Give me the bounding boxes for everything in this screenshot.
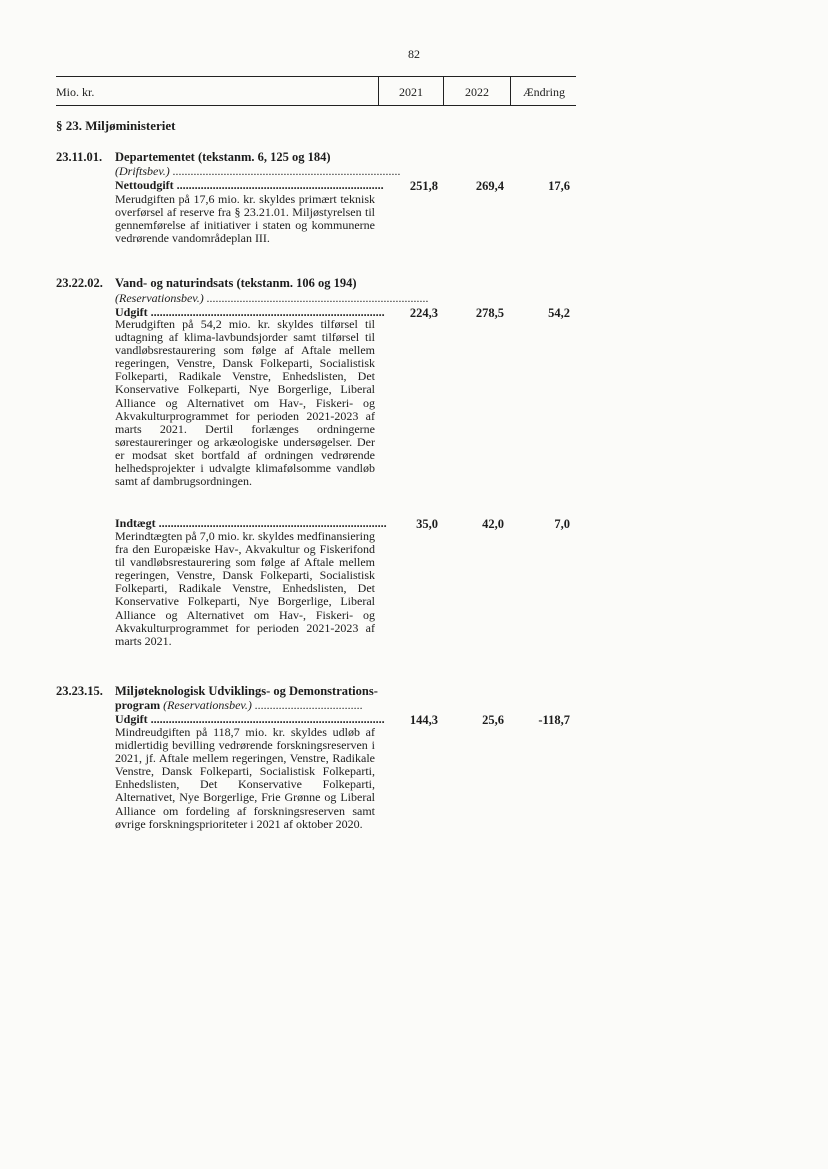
header-change: Ændring	[510, 77, 577, 105]
value-2022: 269,4	[475, 179, 504, 193]
account-title-continued	[115, 698, 377, 713]
line-description: Merudgiften på 17,6 mio. kr. skyldes primært teknisk overførsel af reserve fra § 23.21.01. Miljøstyrelsen til gennemførelse af initiativer i staten og kommunerne vedrørende vandområdeplan III.	[115, 192, 375, 246]
line-description: Mindreudgiften på 118,7 mio. kr. skyldes udløb af midlertidig bevilling vedrørende forskningsreserven i 2021, jf. Aftale mellem regeringen, Venstre, Radikale Venstre, Dansk Folkeparti, Socialistisk Folkeparti, Enhedslisten, Det Konservative Folkeparti, Alternativet, Nye Borgerlige, Frie Grønne og Liberal Alliance om fordeling af forskningsreserven samt øvrige forskningsprioriteter i 2021 af oktober 2020.	[115, 725, 375, 831]
value-2022: 278,5	[475, 306, 504, 320]
value-2022: 42,0	[482, 517, 504, 531]
line-label: Udgift ..............................................................................	[115, 712, 385, 726]
value-2021: 144,3	[409, 713, 438, 727]
line-description: Merindtægten på 7,0 mio. kr. skyldes medfinansiering fra den Europæiske Hav-, Akvakultur og Fiskerifond til vandløbsrestaurering som følge af Aftale mellem regeringen, Venstre, Dansk Folkeparti, Socialistisk Folkeparti, Radikale Venstre, Enhedslisten, Det Konservative Folkeparti, Nye Borgerlige, Liberal Alliance og Alternativet om Hav-, Fiskeri- og Akvakulturprogrammet for perioden 2021-2023 af marts 2021.	[115, 529, 375, 648]
line-label: Indtægt ............................................................................	[115, 516, 387, 530]
page-number: 82	[408, 47, 420, 61]
value-change: -118,7	[538, 713, 570, 727]
account-title-part: program	[115, 698, 161, 712]
header-2022: 2022	[443, 77, 510, 105]
section-title: § 23. Miljøministeriet	[56, 118, 176, 133]
value-2021: 251,8	[409, 179, 438, 193]
account-title: Vand- og naturindsats (tekstanm. 106 og 194)	[115, 276, 357, 290]
value-2022: 25,6	[482, 713, 504, 727]
account-number: 23.22.02.	[56, 276, 103, 290]
account-number: 23.11.01.	[56, 150, 103, 164]
appropriation-type: (Driftsbev.) ............................................................................	[115, 164, 401, 178]
value-2021: 35,0	[416, 517, 438, 531]
unit-label: Mio. kr.	[56, 85, 95, 99]
value-2021: 224,3	[409, 306, 438, 320]
value-change: 54,2	[548, 306, 570, 320]
value-change: 7,0	[554, 517, 570, 531]
value-change: 17,6	[548, 179, 570, 193]
line-label: Nettoudgift .....................................................................	[115, 178, 384, 192]
header-2021: 2021	[378, 77, 443, 105]
account-title: Departementet (tekstanm. 6, 125 og 184)	[115, 150, 331, 164]
account-number: 23.23.15.	[56, 684, 103, 698]
line-label: Udgift ..............................................................................	[115, 305, 385, 319]
table-header	[56, 76, 576, 106]
account-title: Miljøteknologisk Udviklings- og Demonstrations-	[115, 684, 378, 698]
line-description: Merudgiften på 54,2 mio. kr. skyldes tilførsel til udtagning af klima-lavbundsjorder samt tilførsel til vandløbsrestaurering som følge af Aftale mellem regeringen, Venstre, Dansk Folkeparti, Socialistisk Folkeparti, Radikale Venstre, Enhedslisten, Det Konservative Folkeparti, Nye Borgerlige, Liberal Alliance og Alternativet om Hav-, Fiskeri- og Akvakulturprogrammet for perioden 2021-2023 af marts 2021. Dertil forlænges ordningerne sørestaureringer og arkæologiske undersøgelser. Der er modsat sket bortfald af ordningen vedrørende helhedsprojekter i udvalgte klimafølsomme vandløb samt af dambrugsordningen.	[115, 317, 375, 489]
appropriation-type: (Reservationsbev.) ....................................	[163, 698, 363, 712]
appropriation-type: (Reservationsbev.) ..........................................................................	[115, 291, 429, 305]
